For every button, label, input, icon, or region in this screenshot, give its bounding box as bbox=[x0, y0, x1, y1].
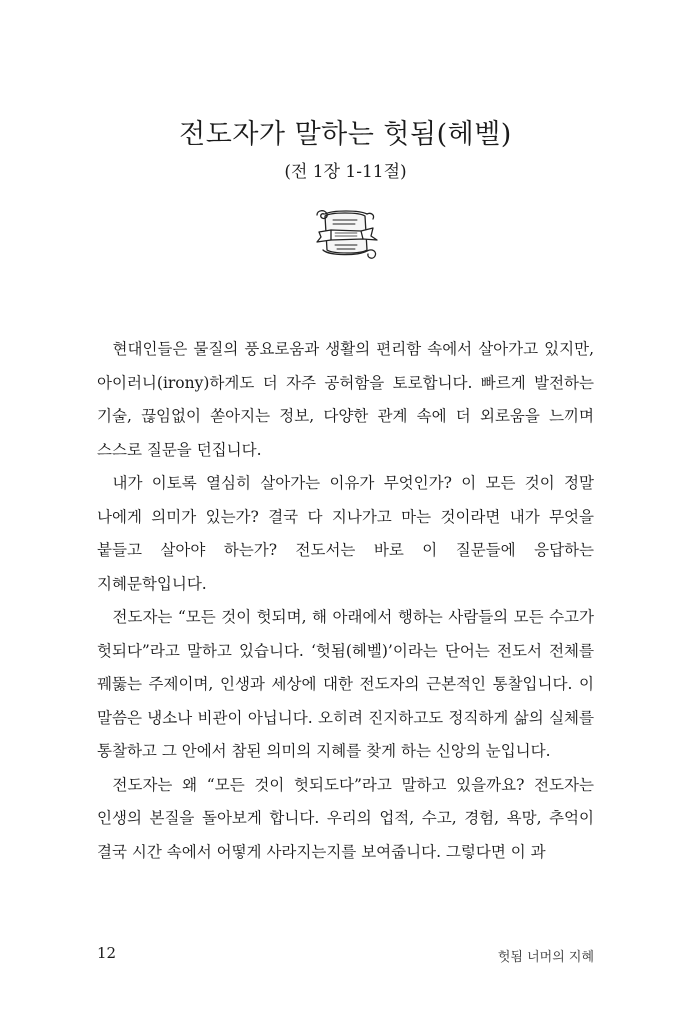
paragraph: 현대인들은 물질의 풍요로움과 생활의 편리함 속에서 살아가고 있지만, 아이러니(irony)하게도 더 자주 공허함을 토로합니다. 빠르게 발전하는 기술, 끊임없이 쏟아지는 정보, 다양한 관계 속에 더 외로움을 느끼며 스스로 질문을 던집니다. bbox=[97, 340, 594, 459]
running-footer-title: 헛됨 너머의 지혜 bbox=[497, 950, 594, 965]
paragraph: 내가 이토록 열심히 살아가는 이유가 무엇인가? 이 모든 것이 정말 나에게 의미가 있는가? 결국 다 지나가고 마는 것이라면 내가 무엇을 붙들고 살아야 하는가? 전도서는 바로 이 질문들에 응답하는 지혜문학입니다. bbox=[97, 474, 594, 593]
page-number: 12 bbox=[97, 944, 117, 962]
chapter-body bbox=[97, 333, 594, 869]
scroll-icon bbox=[311, 206, 381, 262]
chapter-subtitle: (전 1장 1-11절) bbox=[284, 162, 407, 182]
chapter-title: 전도자가 말하는 헛됨(헤벨) bbox=[179, 119, 512, 150]
paragraph: 전도자는 “모든 것이 헛되며, 해 아래에서 행하는 사람들의 모든 수고가 헛되다”라고 말하고 있습니다. ‘헛됨(헤벨)’이라는 단어는 전도서 전체를 꿰뚫는 주제이며, 인생과 세상에 대한 전도자의 근본적인 통찰입니다. 이 말씀은 냉소나 비관이 아닙니다. 오히려 진지하고도 정직하게 삶의 실체를 통찰하고 그 안에서 참된 의미의 지혜를 찾게 하는 신앙의 눈입니다. bbox=[97, 608, 594, 760]
paragraph: 전도자는 왜 “모든 것이 헛되도다”라고 말하고 있을까요? 전도자는 인생의 본질을 돌아보게 합니다. 우리의 업적, 수고, 경험, 욕망, 추억이 결국 시간 속에서 어떻게 사라지는지를 보여줍니다. 그렇다면 이 과 bbox=[97, 775, 594, 861]
